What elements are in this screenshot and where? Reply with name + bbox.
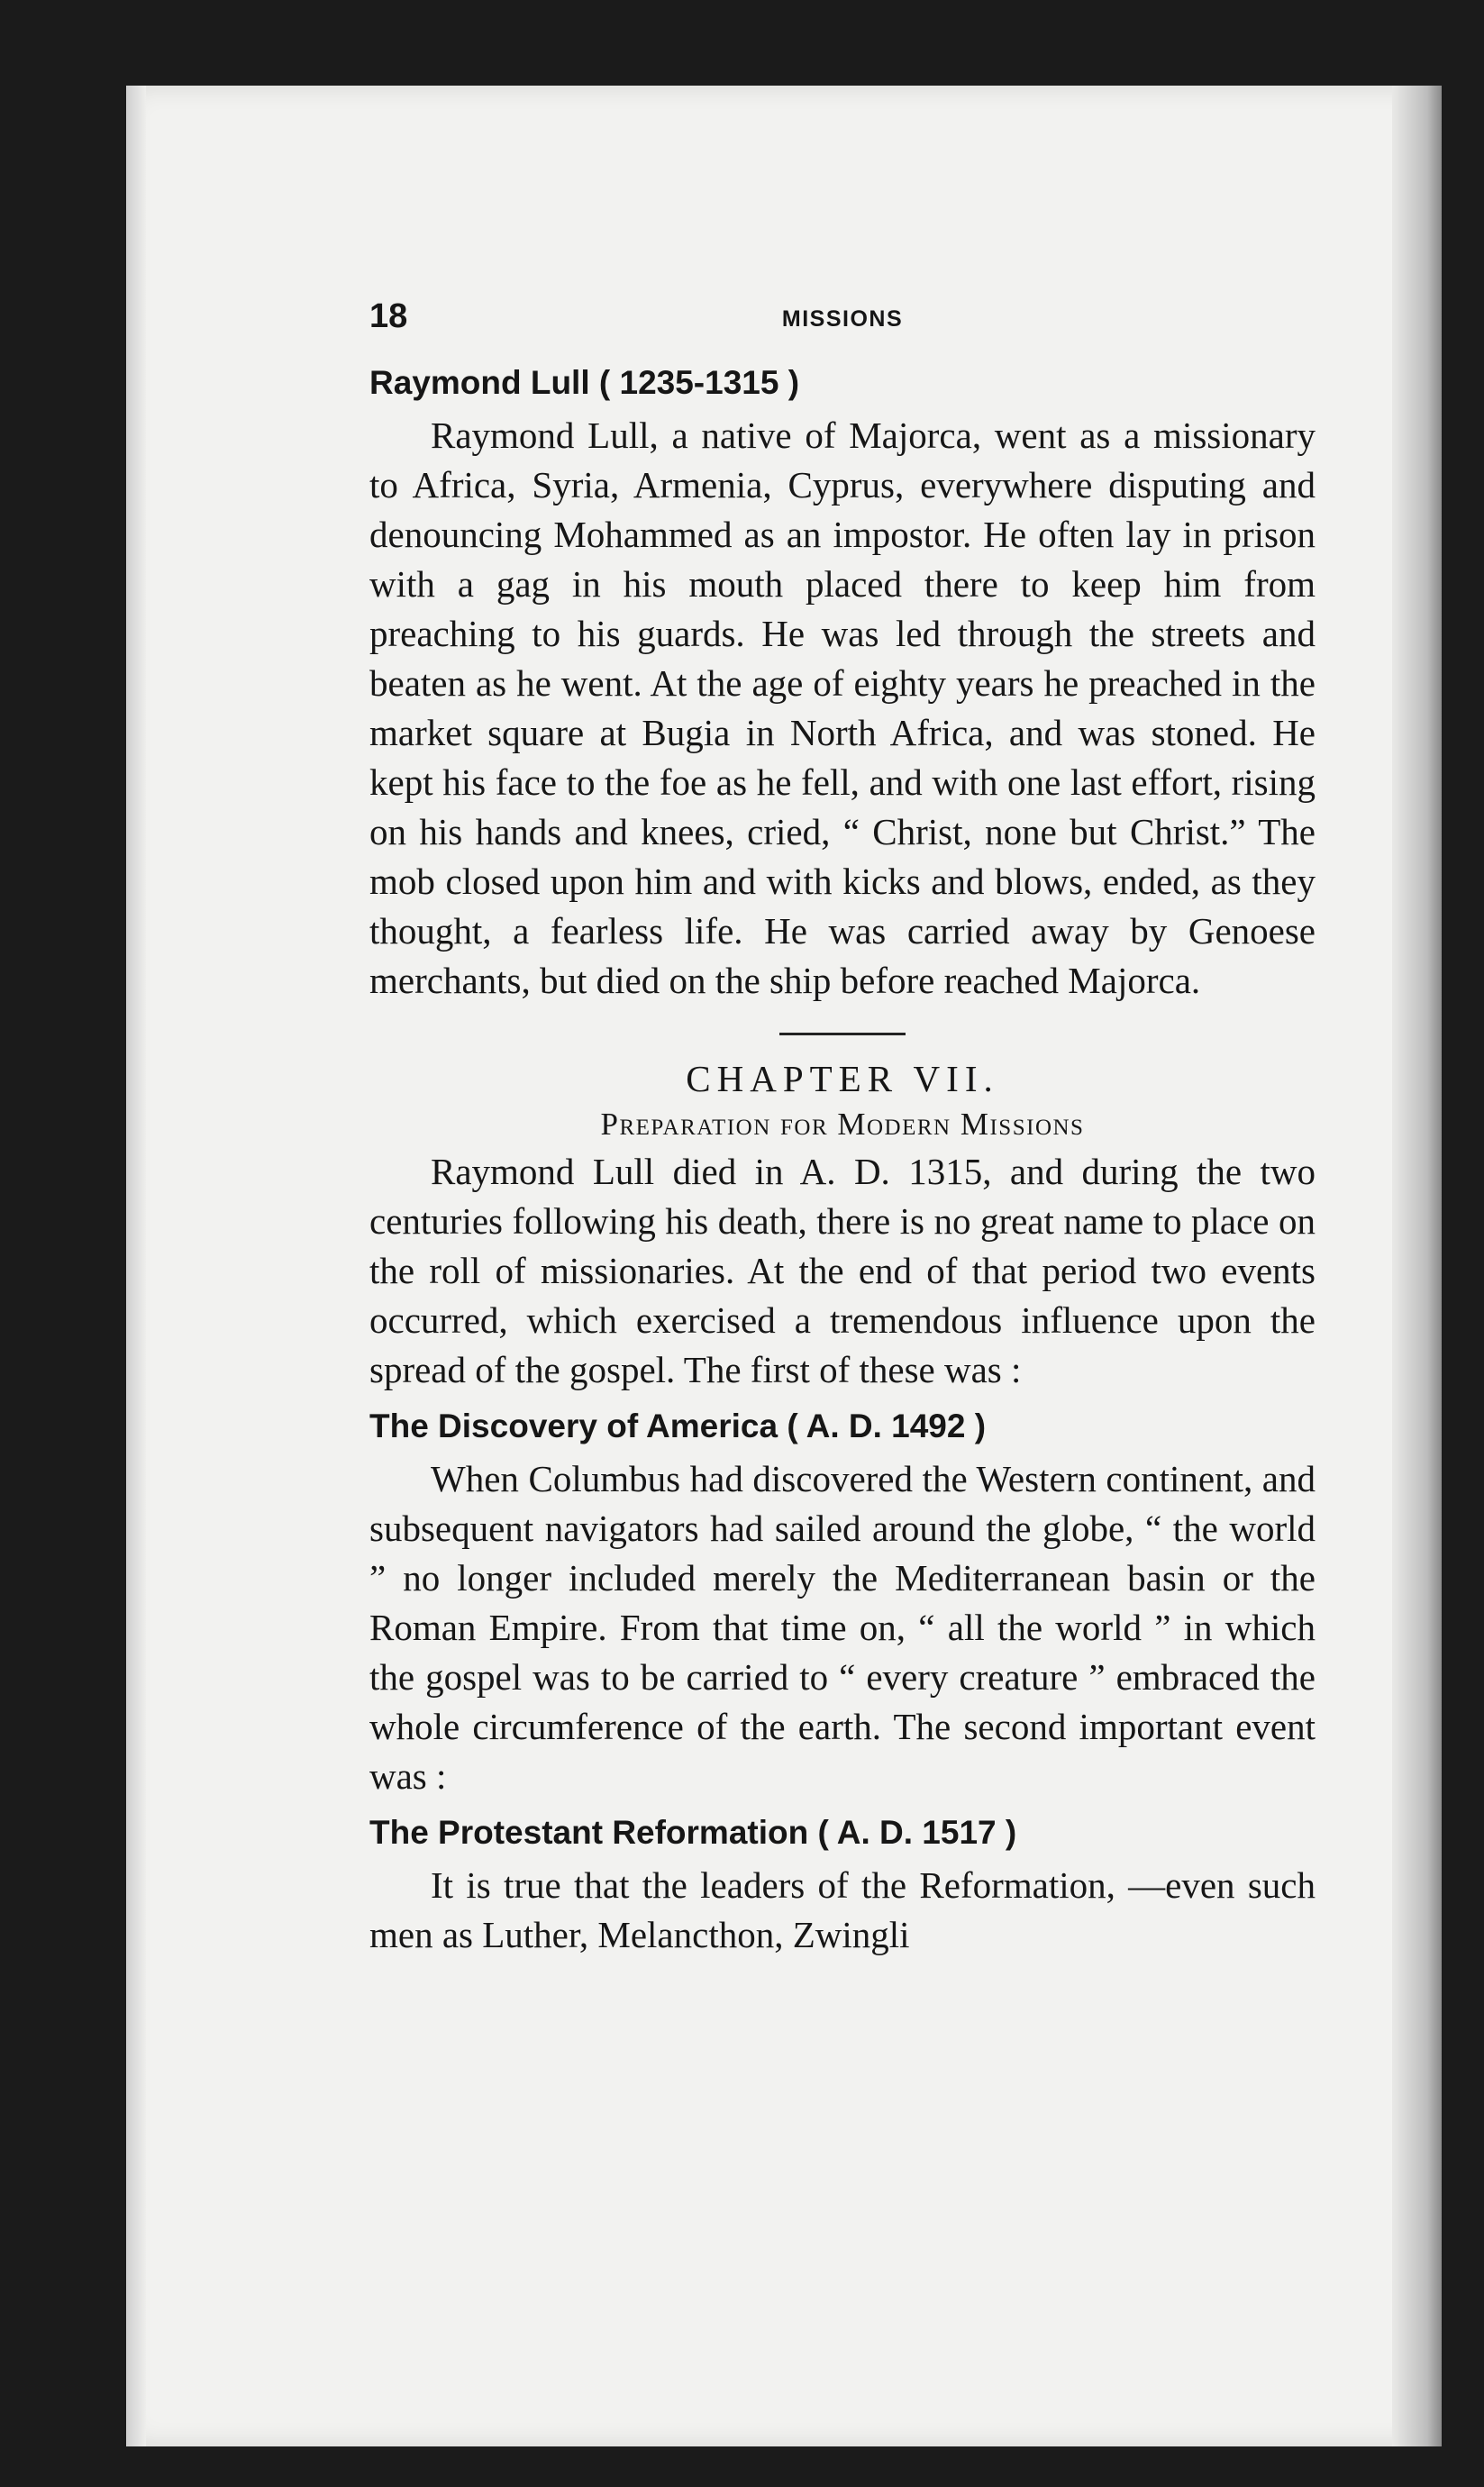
section-heading-reformation: The Protestant Reformation ( A. D. 1517 ) [369,1814,1017,1851]
paragraph-chapter-intro: Raymond Lull died in A. D. 1315, and during the two centuries following his death, there is no great name to place on the roll of missionaries. At the end of that period two events occurred, which exercised a tremendous influence upon the spread of the gospel. The first of these was : [369,1151,1316,1390]
running-title: MISSIONS [781,306,904,332]
paragraph-reformation: It is true that the leaders of the Reformation, —even such men as Luther, Melancthon, Zwingli [369,1864,1316,1955]
running-head [369,297,1316,351]
text-block [369,297,1316,1960]
section-heading-america: The Discovery of America ( A. D. 1492 ) [369,1407,987,1444]
section-divider [779,1033,906,1035]
section-heading-lull: Raymond Lull ( 1235-1315 ) [369,364,800,401]
chapter-subtitle: Preparation for Modern Missions [600,1107,1085,1142]
book-page [126,86,1442,2446]
paragraph-lull: Raymond Lull, a native of Majorca, went as a missionary to Africa, Syria, Armenia, Cyprus, everywhere disputing and denouncing Mohammed as an impostor. He often lay in prison with a gag in his mouth placed there to keep him from preaching to his guards. He was led through the streets and beaten as he went. At the age of eighty years he preached in the market square at Bugia in North Africa, and was stoned. He kept his face to the foe as he fell, and with one last effort, rising on his hands and knees, cried, “ Christ, none but Christ.” The mob closed upon him and with kicks and blows, ended, as they thought, a fearless life. He was carried away by Genoese merchants, but died on the ship before reached Majorca. [369,414,1316,1001]
page-left-edge [126,86,146,2446]
chapter-title: CHAPTER VII. [686,1058,999,1099]
page-right-edge [1392,86,1442,2446]
paragraph-america: When Columbus had discovered the Western continent, and subsequent navigators had sailed around the globe, “ the world ” no longer included merely the Mediterranean basin or the Roman Empire. From that time on, “ all the world ” in which the gospel was to be carried to “ every creature ” embraced the whole circumference of the earth. The second important event was : [369,1458,1316,1797]
page-number: 18 [369,297,408,335]
